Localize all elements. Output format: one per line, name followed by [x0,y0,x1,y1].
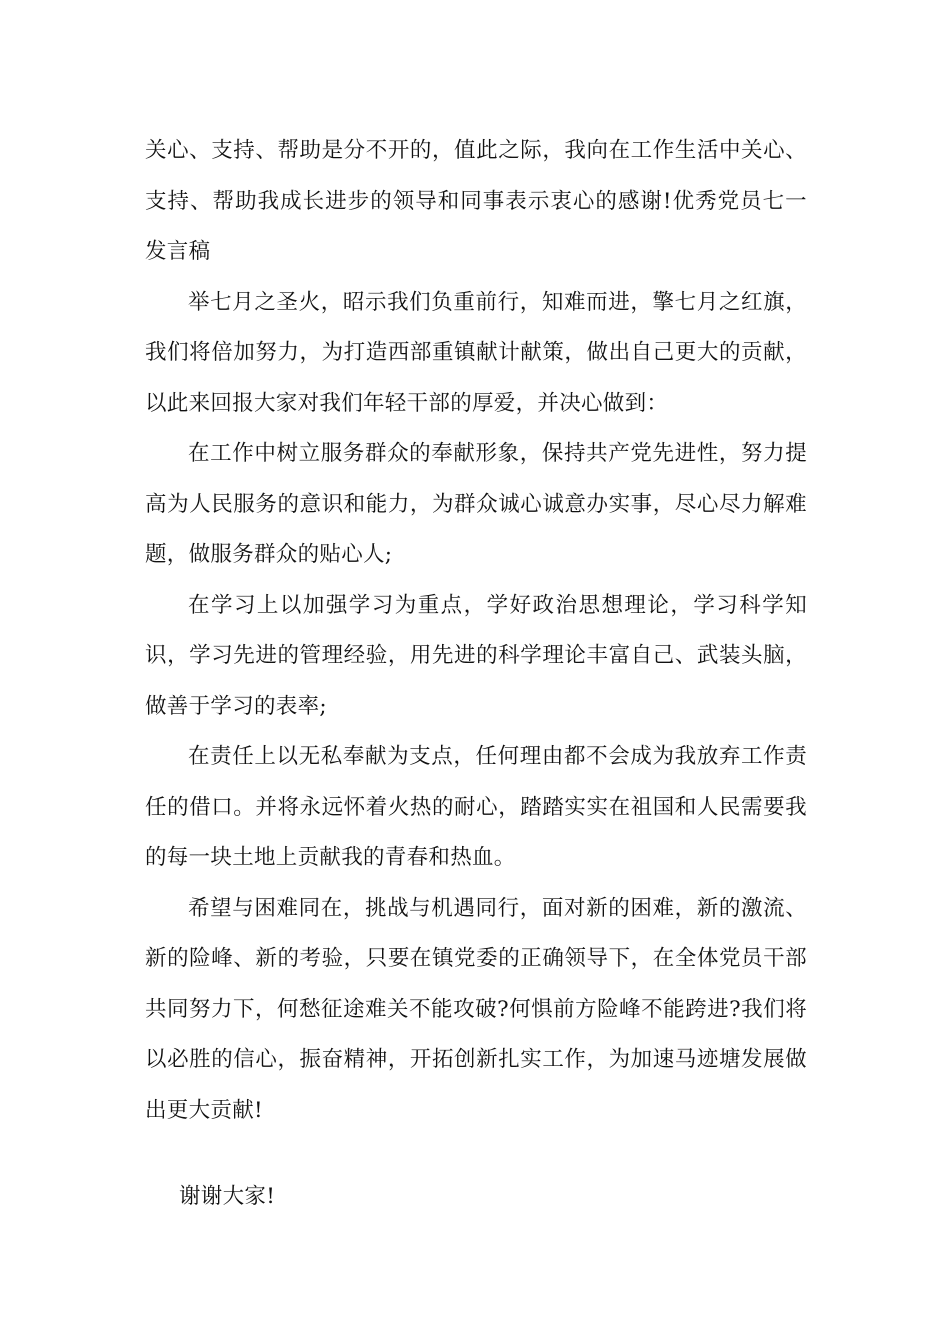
document-body [145,126,807,1136]
paragraph-study: 在学习上以加强学习为重点，学好政治思想理论，学习科学知识，学习先进的管理经验，用先进的科学理论丰富自己、武装头脑，做善于学习的表率; [145,592,807,719]
paragraph-responsibility: 在责任上以无私奉献为支点，任何理由都不会成为我放弃工作责任的借口。并将永远怀着火热的耐心，踏踏实实在祖国和人民需要我的每一块土地上贡献我的青春和热血。 [145,744,807,870]
paragraph-work: 在工作中树立服务群众的奉献形象，保持共产党先进性，努力提高为人民服务的意识和能力，为群众诚心诚意办实事，尽心尽力解难题，做服务群众的贴心人; [145,441,807,567]
closing-thanks: 谢谢大家! [179,1184,276,1209]
paragraph-pledge-intro: 举七月之圣火，昭示我们负重前行，知难而进，擎七月之红旗，我们将倍加努力，为打造西部重镇献计献策，做出自己更大的贡献，以此来回报大家对我们年轻干部的厚爱，并决心做到： [145,289,807,416]
paragraph-continuation: 关心、支持、帮助是分不开的，值此之际，我向在工作生活中关心、支持、帮助我成长进步的领导和同事表示衷心的感谢!优秀党员七一发言稿 [145,138,807,264]
paragraph-hope: 希望与困难同在，挑战与机遇同行，面对新的困难，新的激流、新的险峰、新的考验，只要在镇党委的正确领导下，在全体党员干部共同努力下，何愁征途难关不能攻破?何惧前方险峰不能跨进?我们将以必胜的信心，振奋精神，开拓创新扎实工作，为加速马迹塘发展做出更大贡献! [145,895,807,1123]
